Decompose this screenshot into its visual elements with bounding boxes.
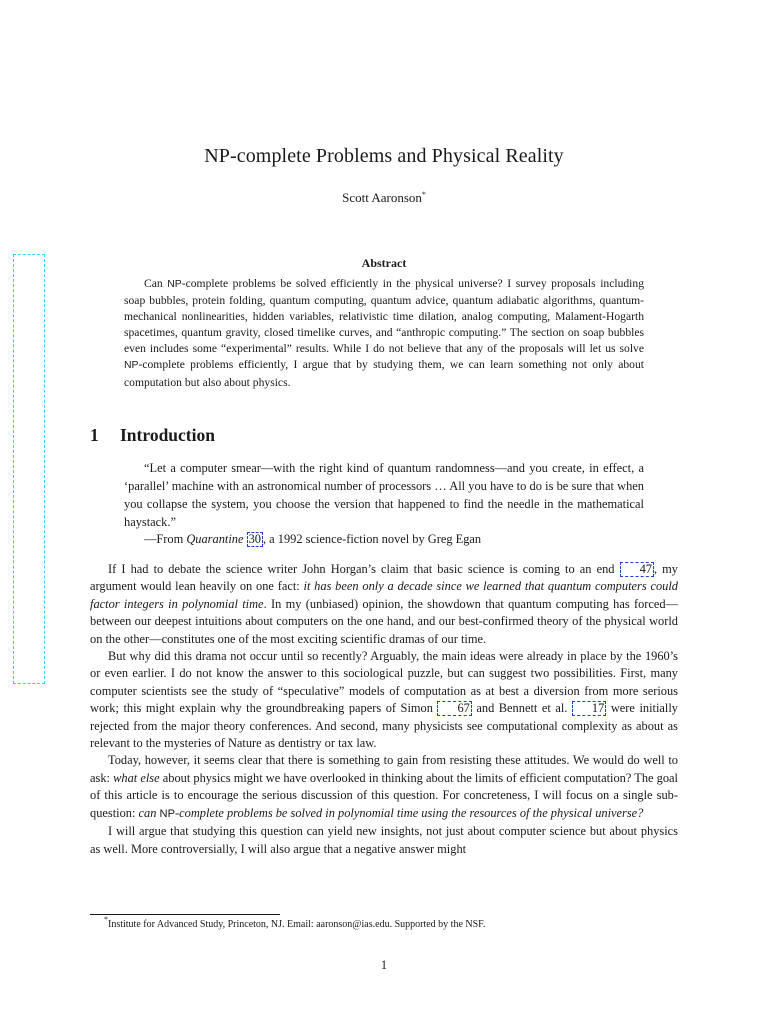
citation-link[interactable]: 30 xyxy=(248,532,261,546)
body-paragraph xyxy=(90,648,678,752)
citation-link[interactable]: 67 xyxy=(437,701,471,716)
epigraph-attribution xyxy=(144,530,664,548)
abstract-text xyxy=(124,276,644,391)
paragraph-text: Today, however, it seems clear that there is something to gain from resisting these attitudes. We would do well to ask: xyxy=(90,753,678,785)
attribution-work-title: Quarantine xyxy=(186,532,244,546)
body-text xyxy=(90,561,678,858)
emphasized-text: can xyxy=(138,805,160,820)
footnote-rule xyxy=(90,914,280,915)
paragraph-text: If I had to debate the science writer John Horgan’s claim that basic science is coming to an end xyxy=(108,562,620,576)
paragraph-text: , my argument would lean heavily on one fact: xyxy=(90,562,678,594)
np-term: NP xyxy=(159,807,176,820)
emphasized-text: -complete problems be solved in polynomial time using the resources of the physical universe? xyxy=(175,805,644,820)
abstract-text-segment: -complete problems be solved efficiently in the physical universe? I survey proposals including soap bubbles, protein folding, quantum computing, quantum advice, quantum adiabatic algorithms, quantum-mechanical nonlinearities, hidden variables, relativistic time dilation, analog computing, Malament-Hogarth spacetimes, quantum gravity, closed timelike curves, and “anthropic computing.” The section on soap bubbles even includes some “experimental” results. While I do not believe that any of the proposals will let us solve xyxy=(124,277,644,356)
section-number: 1 xyxy=(90,425,99,445)
paragraph-text: I will argue that studying this question can yield new insights, not just about computer science but about physics as well. More controversially, I will also argue that a negative answer might xyxy=(90,824,678,856)
body-paragraph xyxy=(90,561,678,648)
body-paragraph xyxy=(90,752,678,823)
abstract-text-segment: -complete problems efficiently, I argue that by studying them, we can learn something not only about computation but also about physics. xyxy=(124,358,644,389)
paragraph-text: But why did this drama not occur until so recently? Arguably, the main ideas were already in place by the 1960’s or even earlier. I do not know the answer to this sociological puzzle, but can suggest two possibilities. First, many computer scientists see the study of “speculative” models of computation as at best a diversion from more serious work; this might explain why the groundbreaking papers of Simon xyxy=(90,649,678,716)
footnote-mark: * xyxy=(104,915,108,924)
author-line xyxy=(0,189,768,206)
paragraph-text: and Bennett et al. xyxy=(471,701,572,716)
margin-annotation-box xyxy=(13,254,45,684)
paragraph-text: were initially rejected from the major theory conferences. And second, many physicists see computational complexity as about as relevant to the mysteries of Nature as dentistry or tax law. xyxy=(90,701,678,751)
citation-link[interactable]: 47 xyxy=(620,562,654,577)
abstract-heading: Abstract xyxy=(361,256,407,270)
footnote-text: Institute for Advanced Study, Princeton, NJ. Email: aaronson@ias.edu. Supported by the NSF. xyxy=(108,919,486,930)
section-heading xyxy=(90,424,690,446)
author-name: Scott Aaronson xyxy=(342,190,422,205)
np-term: NP xyxy=(167,279,182,290)
attribution-prefix: —From xyxy=(144,532,187,546)
emphasized-text: it has been only a decade since we learned that quantum computers could factor integers in polynomial time xyxy=(90,579,678,611)
attribution-suffix: , a 1992 science-fiction novel by Greg Egan xyxy=(262,532,482,546)
paper-title: NP-complete Problems and Physical Reality xyxy=(204,145,564,167)
author-footnote-mark[interactable]: * xyxy=(421,190,426,199)
citation-link[interactable]: 17 xyxy=(572,701,606,716)
body-paragraph xyxy=(90,823,678,858)
footnote xyxy=(90,915,690,932)
abstract-text-segment: Can xyxy=(144,277,168,290)
np-term: NP xyxy=(124,360,139,372)
emphasized-text: what else xyxy=(113,770,160,785)
paragraph-text: . In my (unbiased) opinion, the showdown that quantum computing has forced—between our deepest intuitions about computers on the one hand, and our best-confirmed theory of the physical world on the other—constitutes one of the most exciting scientific dramas of our time. xyxy=(90,596,678,646)
paragraph-text: about physics might we have overlooked in thinking about the limits of efficient computation? The goal of this article is to encourage the serious discussion of this question. For concreteness, I will focus on a single sub-question: xyxy=(90,770,678,820)
epigraph-quote: “Let a computer smear—with the right kind of quantum randomness—and you create, in effect, a ‘parallel’ machine with an astronomical number of processors … All you have to do is be sure that when you collapse the system, you choose the version that happened to find the needle in the mathematical haystack.” xyxy=(124,461,644,529)
page-number: 1 xyxy=(380,958,388,972)
section-title: Introduction xyxy=(120,425,215,445)
